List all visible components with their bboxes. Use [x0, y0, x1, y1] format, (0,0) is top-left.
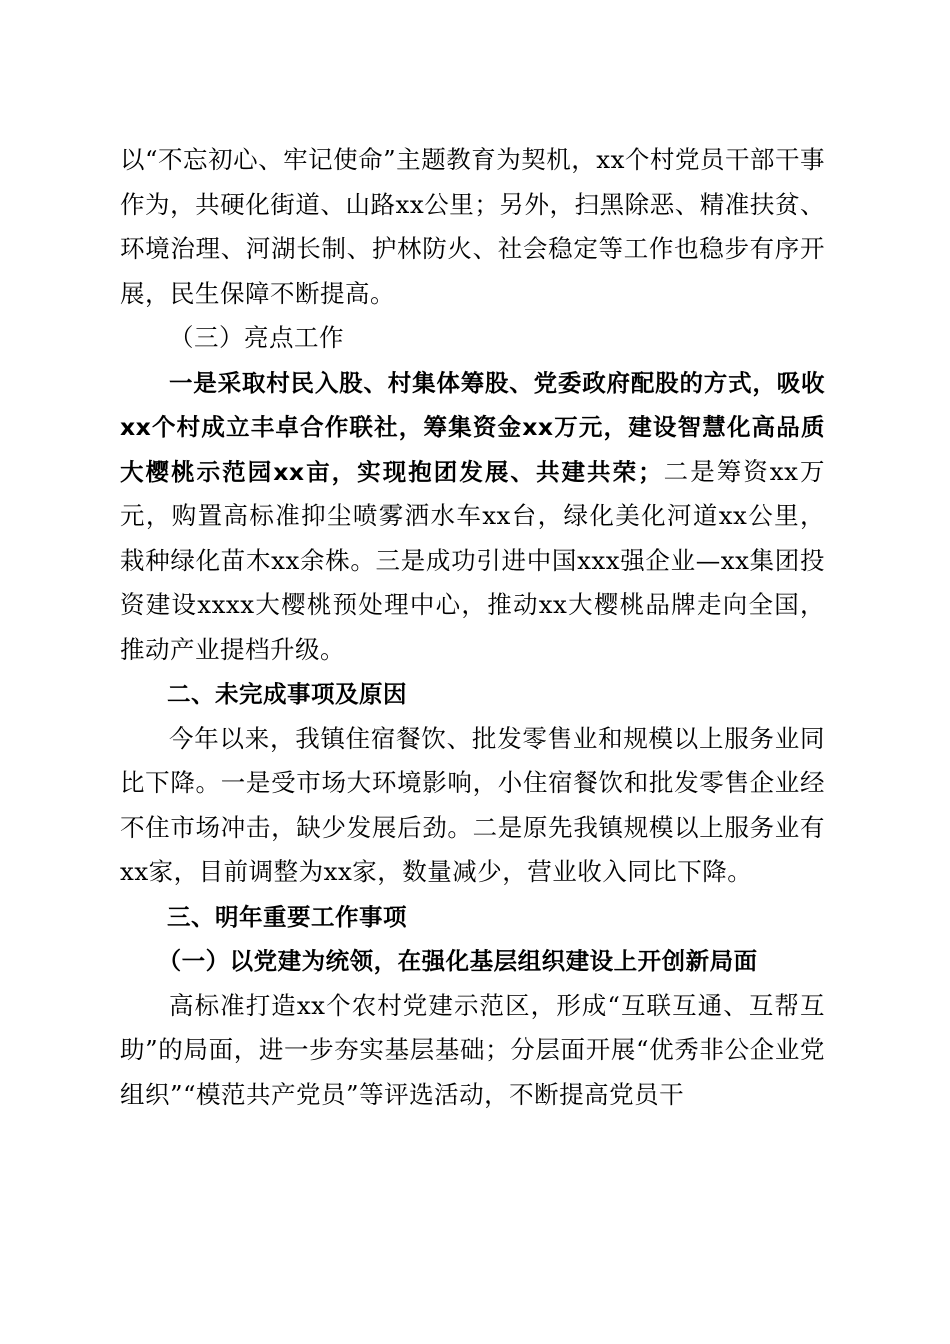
section-2-heading: 二、未完成事项及原因	[167, 680, 407, 708]
document-body	[120, 138, 825, 1117]
section-3-subheading-1: （一）以党建为统领，在强化基层组织建设上开创新局面	[157, 947, 758, 975]
highlights-normal-text: 二是筹资xx万元，购置高标准抑尘喷雾洒水车xx台，绿化美化河道xx公里，栽种绿化苗木xx余株。三是成功引进中国xxx强企业—xx集团投资建设xxxx大樱桃预处理中心，推动xx大樱桃品牌走向全国，推动产业提档升级。	[120, 456, 825, 664]
section-3-sub1-paragraph: 高标准打造xx个农村党建示范区，形成“互联互通、互帮互助”的局面，进一步夯实基层基础；分层面开展“优秀非公企业党组织”“模范共产党员”等评选活动，不断提高党员干	[120, 990, 825, 1109]
highlights-bold-text: 一是采取村民入股、村集体筹股、党委政府配股的方式，吸收xx个村成立丰卓合作联社，筹集资金xx万元，建设智慧化高品质大樱桃示范园xx亩，实现抱团发展、共建共荣；	[120, 368, 825, 486]
highlights-heading: （三）亮点工作	[169, 323, 344, 352]
continuation-paragraph: 以“不忘初心、牢记使命”主题教育为契机，xx个村党员干部干事作为，共硬化街道、山路xx公里；另外，扫黑除恶、精准扶贫、环境治理、河湖长制、护林防火、社会稳定等工作也稳步有序开展，民生保障不断提高。	[120, 145, 825, 308]
section-2-paragraph: 今年以来，我镇住宿餐饮、批发零售业和规模以上服务业同比下降。一是受市场大环境影响，小住宿餐饮和批发零售企业经不住市场冲击，缺少发展后劲。二是原先我镇规模以上服务业有xx家，目前调整为xx家，数量减少，营业收入同比下降。	[120, 723, 825, 886]
highlights-paragraph	[120, 361, 825, 673]
section-3-heading: 三、明年重要工作事项	[167, 902, 407, 931]
